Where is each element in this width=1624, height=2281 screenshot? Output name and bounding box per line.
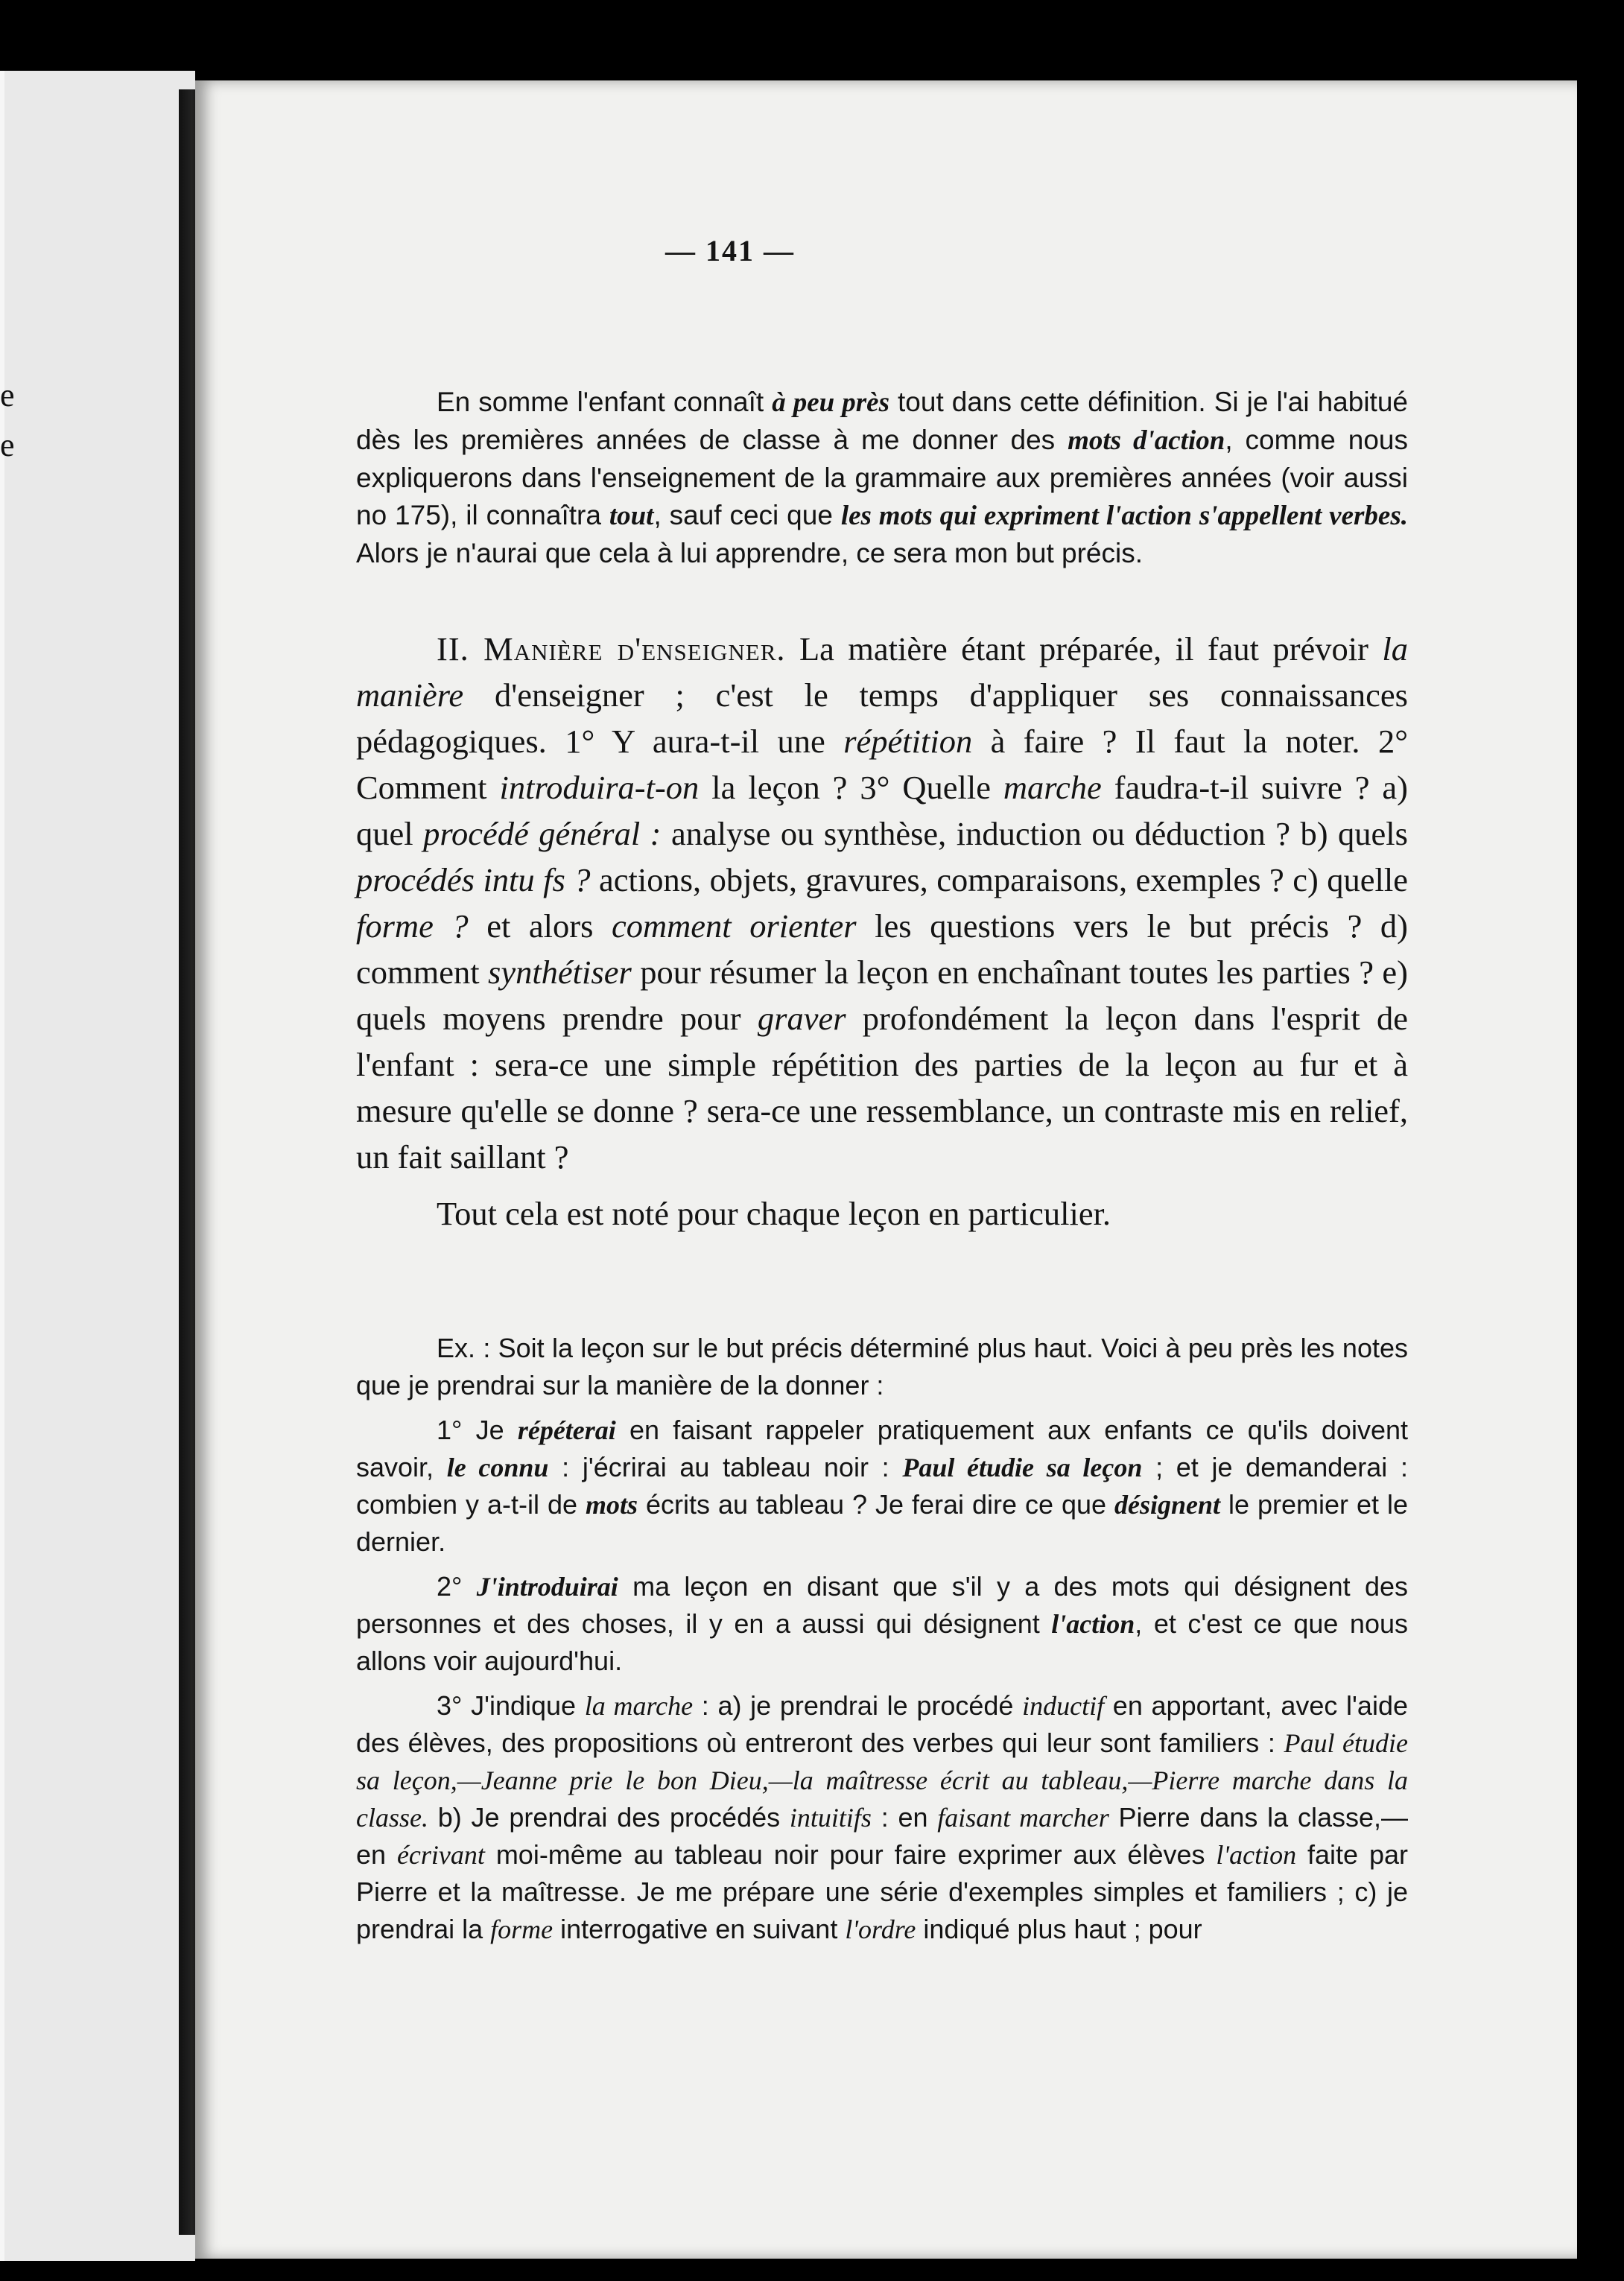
emphasis: forme bbox=[490, 1914, 554, 1944]
emphasis: graver bbox=[757, 1000, 846, 1037]
text: interrogative en suivant bbox=[553, 1914, 846, 1944]
text: b) Je prendrai des procédés bbox=[428, 1802, 790, 1833]
left-page-sliver bbox=[0, 71, 195, 2261]
step-number: 2° bbox=[437, 1571, 477, 1602]
text: pour résumer la leçon en enchaînant toutes les parties ? e) quels moyens prendre pour bbox=[356, 954, 1408, 1037]
text: écrits au tableau ? Je ferai dire ce que bbox=[638, 1489, 1115, 1520]
example-block bbox=[356, 1330, 1408, 1948]
emphasis: mots bbox=[585, 1490, 638, 1520]
step-3 bbox=[356, 1687, 1408, 1948]
step-number: 3° J'indique bbox=[437, 1690, 585, 1721]
text: Alors je n'aurai que cela à lui apprendre, ce sera mon but précis. bbox=[356, 538, 1143, 568]
left-page-char: e bbox=[0, 377, 15, 413]
emphasis: désignent bbox=[1114, 1490, 1221, 1520]
emphasis: la manière bbox=[356, 630, 1408, 714]
text: En somme l'enfant connaît bbox=[437, 387, 773, 417]
text: faudra-t-il suivre ? a) quel bbox=[356, 769, 1408, 852]
example-intro: Ex. : Soit la leçon sur le but précis déterminé plus haut. Voici à peu près les notes que je prendrai sur la manière de la donner : bbox=[356, 1333, 1408, 1400]
text: La matière étant préparée, il faut prévoir bbox=[785, 630, 1383, 667]
emphasis: l'ordre bbox=[845, 1914, 916, 1944]
text: , et c'est ce que nous allons voir aujourd'hui. bbox=[356, 1608, 1408, 1676]
text: à faire ? Il faut la noter. 2° Comment bbox=[356, 723, 1408, 806]
section-maniere-enseigner bbox=[356, 626, 1408, 1237]
emphasis: comment orienter bbox=[612, 907, 857, 945]
text: ; et je demanderai : combien y a-t-il de bbox=[356, 1452, 1408, 1520]
paragraph-definition bbox=[356, 384, 1408, 572]
text: en apportant, avec l'aide des élèves, des propositions où entreront des verbes qui leur sont familiers : bbox=[356, 1690, 1408, 1758]
emphasis: mots d'action bbox=[1068, 425, 1225, 456]
text: profondément la leçon dans l'esprit de l'enfant : sera-ce une simple répétition des parties de la leçon au fur et à mesure qu'elle se donne ? sera-ce une ressemblance, un contraste mis en relief, un fait saillant ? bbox=[356, 1000, 1408, 1176]
emphasis: à peu près bbox=[772, 387, 889, 418]
text: la leçon ? 3° Quelle bbox=[699, 769, 1003, 806]
step-number: 1° Je bbox=[437, 1415, 518, 1445]
text: , comme nous expliquerons dans l'enseignement de la grammaire aux premières années (voir aussi no 175), il connaîtra bbox=[356, 425, 1408, 530]
text: et alors bbox=[468, 907, 612, 945]
emphasis: répétition bbox=[843, 723, 973, 760]
emphasis: faisant marcher bbox=[937, 1803, 1109, 1833]
emphasis: écrivant bbox=[396, 1840, 485, 1870]
text: indiqué plus haut ; pour bbox=[916, 1914, 1202, 1944]
text: Pierre dans la classe,—en bbox=[356, 1802, 1408, 1870]
emphasis: marche bbox=[1003, 769, 1102, 806]
text: , sauf ceci que bbox=[653, 500, 841, 530]
emphasis: l'action bbox=[1216, 1840, 1297, 1870]
emphasis: tout bbox=[609, 501, 654, 531]
text: tout dans cette définition. Si je l'ai habitué dès les premières années de classe à me donner des bbox=[356, 387, 1408, 455]
summary-line: Tout cela est noté pour chaque leçon en particulier. bbox=[437, 1195, 1111, 1232]
emphasis: inductif bbox=[1022, 1691, 1105, 1721]
emphasis: répéterai bbox=[517, 1415, 616, 1445]
text: : a) je prendrai le procédé bbox=[693, 1690, 1023, 1721]
emphasis: introduira-t-on bbox=[499, 769, 700, 806]
emphasis: Paul étudie sa leçon bbox=[902, 1453, 1143, 1482]
emphasis: procédé général : bbox=[423, 815, 662, 852]
emphasis: les mots qui expriment l'action s'appellent verbes. bbox=[840, 501, 1408, 531]
text: les questions vers le but précis ? d) comment bbox=[356, 907, 1408, 991]
right-border bbox=[1577, 89, 1624, 2281]
emphasis: J'introduirai bbox=[476, 1572, 618, 1602]
text: actions, objets, gravures, comparaisons, exemples ? c) quelle bbox=[590, 861, 1408, 898]
emphasis: forme ? bbox=[356, 907, 469, 945]
text: en faisant rappeler pratiquement aux enfants ce qu'ils doivent savoir, bbox=[356, 1415, 1408, 1482]
section-heading: II. Manière d'enseigner. bbox=[437, 630, 786, 667]
step-1 bbox=[356, 1412, 1408, 1561]
emphasis: l'action bbox=[1051, 1609, 1135, 1639]
emphasis: la marche bbox=[584, 1691, 694, 1721]
text: faite par Pierre et la maîtresse. Je me prépare une série d'exemples simples et familiers ; c) je prendrai la bbox=[356, 1839, 1408, 1944]
text: analyse ou synthèse, induction ou déduction ? b) quels bbox=[661, 815, 1408, 852]
text: : j'écrirai au tableau noir : bbox=[548, 1452, 903, 1482]
emphasis: Paul étudie sa leçon,—Jeanne prie le bon Dieu,—la maîtresse écrit au tableau,—Pierre marche dans la classe. bbox=[356, 1728, 1409, 1833]
text: d'enseigner ; c'est le temps d'appliquer ses connaissances pédagogiques. 1° Y aura-t-il une bbox=[356, 676, 1408, 760]
emphasis: synthétiser bbox=[488, 954, 632, 991]
text: ma leçon en disant que s'il y a des mots qui désignent des personnes et des choses, il y en a aussi qui désignent bbox=[356, 1571, 1408, 1639]
left-page-char: e bbox=[0, 427, 15, 463]
text: le premier et le dernier. bbox=[356, 1489, 1408, 1557]
page-number: — 141 — bbox=[665, 234, 795, 267]
emphasis: procédés intu fs ? bbox=[356, 861, 591, 898]
text: : en bbox=[871, 1802, 938, 1833]
text: moi-même au tableau noir pour faire exprimer aux élèves bbox=[484, 1839, 1217, 1870]
emphasis: intuitifs bbox=[789, 1803, 872, 1833]
emphasis: le connu bbox=[446, 1453, 549, 1482]
step-2 bbox=[356, 1568, 1408, 1680]
